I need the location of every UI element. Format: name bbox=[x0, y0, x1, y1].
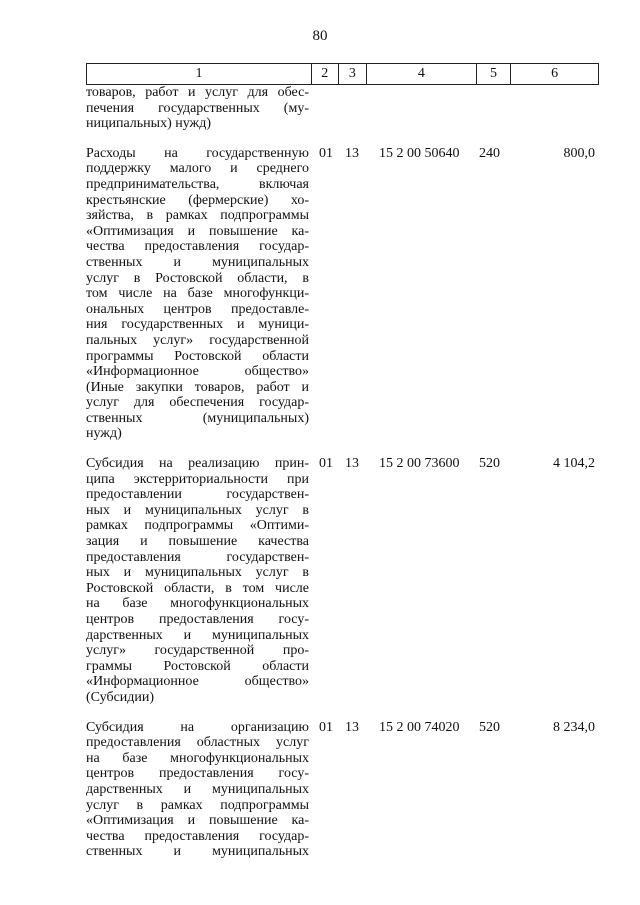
description-line: Ростовской области, в том числе bbox=[86, 580, 309, 596]
budget-table bbox=[86, 63, 599, 860]
description-line: предоставлении государствен- bbox=[86, 487, 309, 503]
description-line: предпринимательства, включая bbox=[86, 176, 309, 192]
description-line: предоставления областных услуг bbox=[86, 735, 309, 751]
description-line: услуг» государственной про- bbox=[86, 643, 309, 659]
description-line: (Субсидии) bbox=[86, 689, 155, 705]
description-line: рамках подпрограммы «Оптими- bbox=[86, 518, 309, 534]
description-line: услуг для обеспечения государ- bbox=[86, 395, 309, 411]
column-header-1: 1 bbox=[86, 64, 311, 84]
target-article-code: 15 2 00 73600 bbox=[379, 456, 460, 472]
page-number: 80 bbox=[312, 28, 328, 44]
description-line: на базе многофункциональных bbox=[86, 750, 309, 766]
row-gap bbox=[86, 706, 599, 720]
description-line: на базе многофункциональных bbox=[86, 596, 309, 612]
description-line: услуг в рамках подпрограммы bbox=[86, 797, 309, 813]
description-line: дарственных и муниципальных bbox=[86, 627, 309, 643]
target-article-code: 15 2 00 74020 bbox=[379, 719, 460, 735]
description-line: Субсидия на реализацию прин- bbox=[86, 456, 309, 472]
description-line: ципа экстерриториальности при bbox=[86, 471, 309, 487]
amount: 4 104,2 bbox=[553, 456, 595, 472]
column-header-4: 4 bbox=[366, 64, 476, 84]
subsection-code: 13 bbox=[345, 145, 359, 161]
description-line: пальных услуг» государственной bbox=[86, 332, 309, 348]
amount: 800,0 bbox=[563, 145, 595, 161]
description-line: ственных и муниципальных bbox=[86, 844, 309, 860]
description-line: «Оптимизация и повышение ка- bbox=[86, 813, 309, 829]
row-description bbox=[86, 146, 313, 442]
description-line: чества предоставления государ- bbox=[86, 828, 309, 844]
column-header-2: 2 bbox=[311, 64, 338, 84]
description-line: предоставления государствен- bbox=[86, 549, 309, 565]
row-gap bbox=[86, 132, 599, 146]
section-code: 01 bbox=[319, 456, 333, 472]
description-line: Расходы на государственную bbox=[86, 145, 309, 161]
table-row bbox=[86, 456, 599, 706]
description-line: «Оптимизация и повышение ка- bbox=[86, 223, 309, 239]
subsection-code: 13 bbox=[345, 456, 359, 472]
description-line: зяйства, в рамках подпрограммы bbox=[86, 208, 309, 224]
description-line: Субсидия на организацию bbox=[86, 719, 309, 735]
description-line: центров предоставления госу- bbox=[86, 612, 309, 627]
description-line: ственных и муниципальных bbox=[86, 254, 309, 270]
description-line: программы Ростовской области bbox=[86, 348, 309, 364]
description-line: зация и повышение качества bbox=[86, 534, 309, 550]
description-line: услуг в Ростовской области, в bbox=[86, 270, 309, 286]
table-header-row bbox=[86, 63, 599, 85]
description-line: центров предоставления госу- bbox=[86, 766, 309, 782]
description-line: ственных (муниципальных) bbox=[86, 410, 309, 426]
description-line: товаров, работ и услуг для обес- bbox=[86, 85, 309, 100]
column-header-5: 5 bbox=[476, 64, 511, 84]
section-code: 01 bbox=[319, 719, 333, 735]
amount: 8 234,0 bbox=[553, 719, 595, 735]
description-line: «Информационное общество» bbox=[86, 364, 309, 380]
table-row bbox=[86, 146, 599, 442]
description-line: чества предоставления государ- bbox=[86, 239, 309, 255]
expense-type-code: 520 bbox=[479, 456, 500, 472]
description-line: крестьянские (фермерские) хо- bbox=[86, 192, 309, 208]
expense-type-code: 240 bbox=[479, 145, 500, 161]
section-code: 01 bbox=[319, 145, 333, 161]
target-article-code: 15 2 00 50640 bbox=[379, 145, 460, 161]
description-line: ниципальных) нужд) bbox=[86, 116, 211, 132]
description-line: дарственных и муниципальных bbox=[86, 781, 309, 797]
description-line: ных и муниципальных услуг в bbox=[86, 502, 309, 518]
description-line: нужд) bbox=[86, 426, 122, 442]
description-line: ных и муниципальных услуг в bbox=[86, 565, 309, 581]
table-body bbox=[86, 85, 599, 860]
description-line: «Информационное общество» bbox=[86, 674, 309, 690]
column-header-6: 6 bbox=[510, 64, 599, 84]
description-line: граммы Ростовской области bbox=[86, 658, 309, 674]
row-description bbox=[86, 720, 313, 860]
description-line: ональных центров предоставле- bbox=[86, 301, 309, 317]
table-row bbox=[86, 720, 599, 860]
column-header-3: 3 bbox=[338, 64, 367, 84]
description-line: печения государственных (му- bbox=[86, 100, 309, 116]
description-line: поддержку малого и среднего bbox=[86, 161, 309, 177]
expense-type-code: 520 bbox=[479, 719, 500, 735]
row-gap bbox=[86, 442, 599, 456]
description-line: том числе на базе многофункци- bbox=[86, 286, 309, 302]
row-description bbox=[86, 456, 313, 706]
description-line: ния государственных и муници- bbox=[86, 317, 309, 333]
table-row bbox=[86, 85, 599, 132]
description-line: (Иные закупки товаров, работ и bbox=[86, 379, 309, 395]
row-description bbox=[86, 85, 313, 132]
subsection-code: 13 bbox=[345, 719, 359, 735]
